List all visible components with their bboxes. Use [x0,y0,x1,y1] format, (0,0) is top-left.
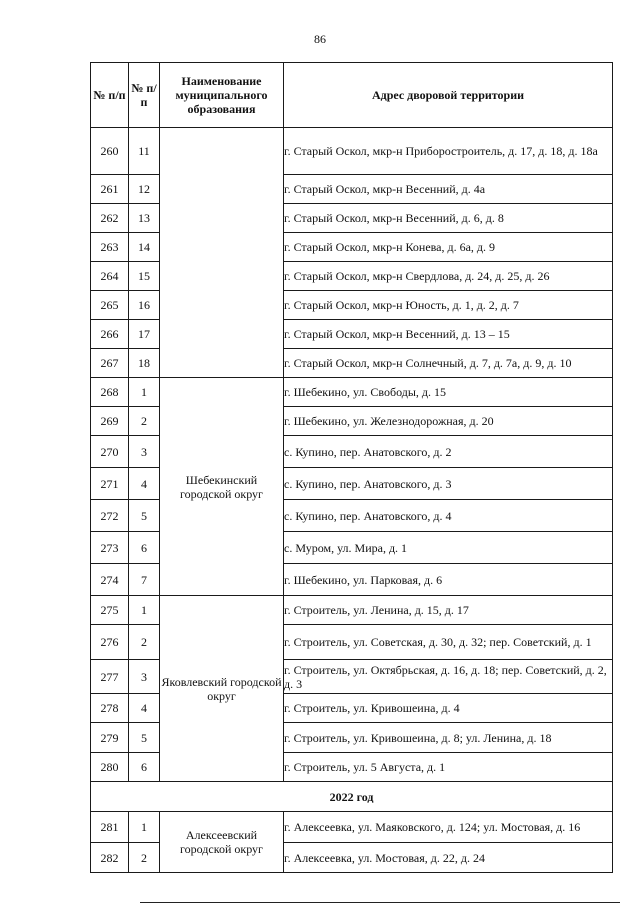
table-row [91,812,613,843]
header-num: № п/п [91,63,129,128]
year-row [91,782,613,812]
row-number: 264 [91,262,129,291]
municipality-cell-empty [160,128,284,378]
municipality-cell: Яковлевский городской округ [160,596,284,782]
address-cell: г. Старый Оскол, мкр-н Весенний, д. 13 – 15 [284,320,613,349]
row-sub-number: 6 [129,753,160,782]
table-header-row [91,63,613,128]
address-cell: г. Старый Оскол, мкр-н Приборостроитель, д. 17, д. 18, д. 18а [284,128,613,175]
row-sub-number: 15 [129,262,160,291]
row-number: 266 [91,320,129,349]
row-number: 274 [91,564,129,596]
bottom-rule [140,902,620,903]
page-number: 86 [314,32,326,46]
row-sub-number: 5 [129,723,160,753]
address-cell: г. Старый Оскол, мкр-н Свердлова, д. 24, д. 25, д. 26 [284,262,613,291]
address-cell: г. Шебекино, ул. Свободы, д. 15 [284,378,613,407]
municipality-cell: Шебекинский городской округ [160,378,284,596]
header-address: Адрес дворовой территории [284,63,613,128]
row-number: 261 [91,175,129,204]
address-cell: г. Строитель, ул. Октябрьская, д. 16, д. 18; пер. Советский, д. 2, д. 3 [284,660,613,694]
row-sub-number: 4 [129,468,160,500]
row-number: 278 [91,694,129,723]
row-sub-number: 7 [129,564,160,596]
address-cell: г. Строитель, ул. Советская, д. 30, д. 32; пер. Советский, д. 1 [284,625,613,660]
row-number: 267 [91,349,129,378]
row-sub-number: 2 [129,407,160,436]
row-number: 279 [91,723,129,753]
row-number: 260 [91,128,129,175]
row-sub-number: 4 [129,694,160,723]
row-number: 263 [91,233,129,262]
municipality-cell: Алексеевский городской округ [160,812,284,873]
row-number: 281 [91,812,129,843]
address-cell: с. Купино, пер. Анатовского, д. 3 [284,468,613,500]
row-number: 273 [91,532,129,564]
row-sub-number: 1 [129,378,160,407]
row-number: 272 [91,500,129,532]
row-number: 276 [91,625,129,660]
row-sub-number: 6 [129,532,160,564]
address-cell: г. Старый Оскол, мкр-н Конева, д. 6а, д. 9 [284,233,613,262]
row-sub-number: 5 [129,500,160,532]
address-cell: г. Шебекино, ул. Парковая, д. 6 [284,564,613,596]
row-sub-number: 1 [129,812,160,843]
address-cell: г. Старый Оскол, мкр-н Весенний, д. 4а [284,175,613,204]
address-cell: с. Купино, пер. Анатовского, д. 4 [284,500,613,532]
row-sub-number: 1 [129,596,160,625]
table-row [91,128,613,175]
row-number: 262 [91,204,129,233]
row-number: 271 [91,468,129,500]
row-number: 277 [91,660,129,694]
row-sub-number: 18 [129,349,160,378]
address-table [90,62,613,873]
row-sub-number: 14 [129,233,160,262]
row-number: 282 [91,843,129,873]
address-cell: г. Строитель, ул. Кривошеина, д. 8; ул. Ленина, д. 18 [284,723,613,753]
row-sub-number: 13 [129,204,160,233]
address-cell: с. Купино, пер. Анатовского, д. 2 [284,436,613,468]
row-number: 275 [91,596,129,625]
header-municipality: Наименование муниципального образования [160,63,284,128]
row-sub-number: 11 [129,128,160,175]
row-number: 270 [91,436,129,468]
year-label: 2022 год [91,782,613,812]
row-sub-number: 3 [129,660,160,694]
row-sub-number: 2 [129,625,160,660]
address-cell: г. Алексеевка, ул. Маяковского, д. 124; ул. Мостовая, д. 16 [284,812,613,843]
row-number: 280 [91,753,129,782]
address-cell: г. Старый Оскол, мкр-н Юность, д. 1, д. 2, д. 7 [284,291,613,320]
row-number: 268 [91,378,129,407]
row-sub-number: 16 [129,291,160,320]
row-number: 265 [91,291,129,320]
row-sub-number: 17 [129,320,160,349]
address-cell: г. Шебекино, ул. Железнодорожная, д. 20 [284,407,613,436]
table-row [91,596,613,625]
address-cell: г. Строитель, ул. Ленина, д. 15, д. 17 [284,596,613,625]
header-num2: № п/п [129,63,160,128]
row-sub-number: 3 [129,436,160,468]
address-cell: г. Строитель, ул. Кривошеина, д. 4 [284,694,613,723]
row-number: 269 [91,407,129,436]
table-row [91,378,613,407]
address-cell: г. Старый Оскол, мкр-н Солнечный, д. 7, д. 7а, д. 9, д. 10 [284,349,613,378]
row-sub-number: 12 [129,175,160,204]
address-cell: г. Строитель, ул. 5 Августа, д. 1 [284,753,613,782]
address-cell: с. Муром, ул. Мира, д. 1 [284,532,613,564]
row-sub-number: 2 [129,843,160,873]
address-cell: г. Старый Оскол, мкр-н Весенний, д. 6, д. 8 [284,204,613,233]
address-cell: г. Алексеевка, ул. Мостовая, д. 22, д. 24 [284,843,613,873]
